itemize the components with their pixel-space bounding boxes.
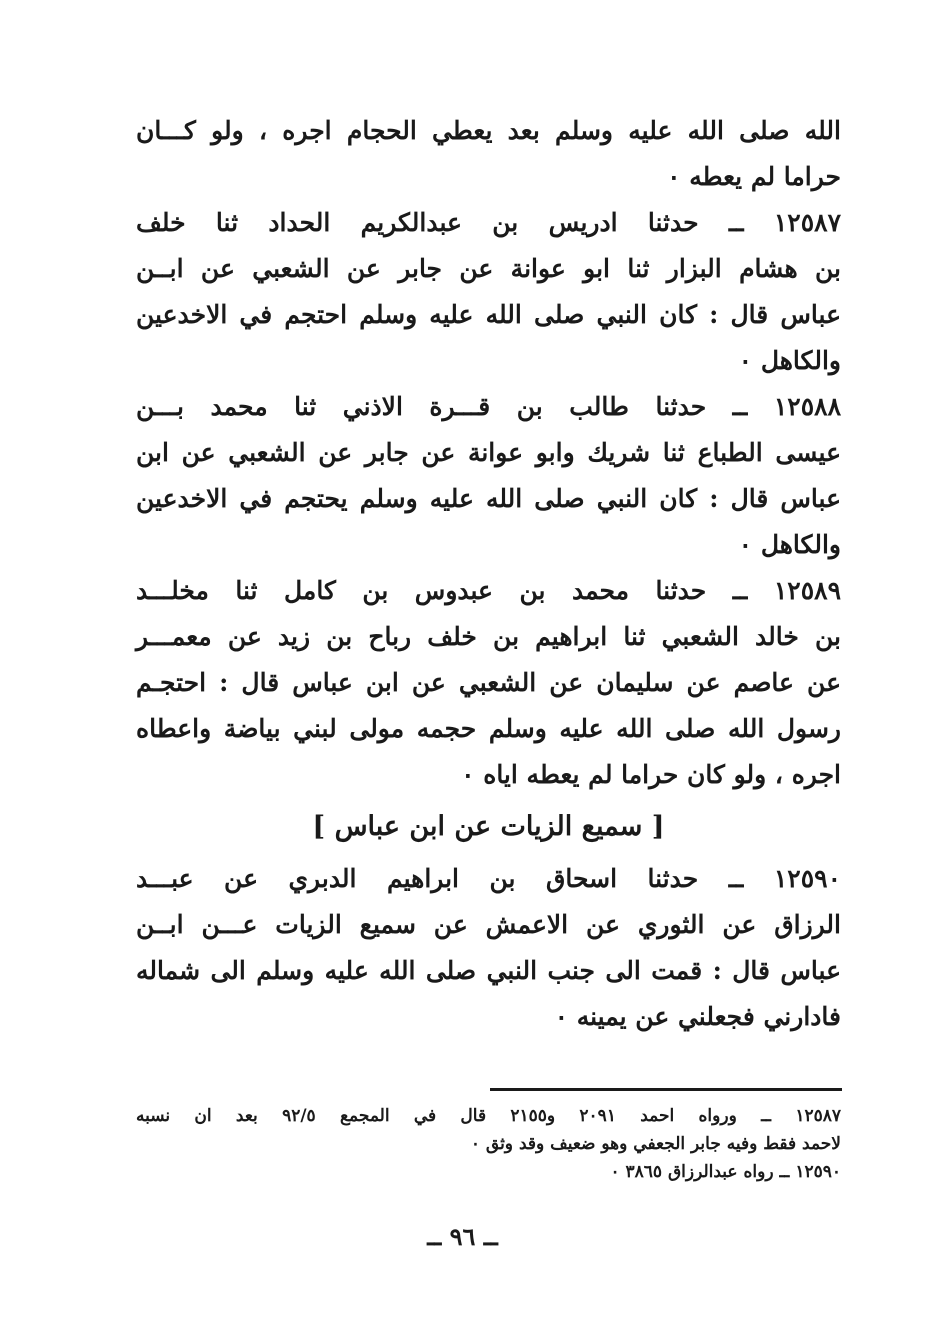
text-line: فادارني فجعلني عن يمينه ٠ xyxy=(554,1002,841,1031)
text-line: الرزاق عن الثوري عن الاعمش عن سميع الزيات عـــن ابــن xyxy=(136,910,841,939)
footnotes xyxy=(136,1102,841,1186)
hadith-12589-start: ١٢٥٨٩ ــ حدثنا محمد بن عبدوس بن كامل ثنا مخلـــد xyxy=(136,576,841,605)
text-line: الله صلى الله عليه وسلم بعد يعطي الحجام اجره ، ولو كـــان xyxy=(136,116,841,145)
text-line: عباس قال : قمت الى جنب النبي صلى الله عليه وسلم الى شماله xyxy=(136,956,841,985)
text-line: عباس قال : كان النبي صلى الله عليه وسلم احتجم في الاخدعين xyxy=(136,300,841,329)
text-line: رسول الله صلى الله عليه وسلم حجمه مولى لبني بياضة واعطاه xyxy=(136,714,841,743)
footnote-line: ١٢٥٨٧ ــ ورواه احمد ٢٠٩١ و٢١٥٥ قال في المجمع ٩٢/٥ بعد ان نسبه xyxy=(136,1106,841,1126)
text-line: والكاهل ٠ xyxy=(738,346,841,375)
footnote-line: لاحمد فقط وفيه جابر الجعفي وهو ضعيف وقد وثق ٠ xyxy=(470,1134,841,1154)
text-line: عن عاصم عن سليمان عن الشعبي عن ابن عباس قال : احتجـم xyxy=(136,668,841,697)
text-line: اجره ، ولو كان حراما لم يعطه اياه ٠ xyxy=(461,760,841,789)
main-text xyxy=(136,108,841,1040)
text-line: حراما لم يعطه ٠ xyxy=(667,162,841,191)
hadith-12590-start: ١٢٥٩٠ ــ حدثنا اسحاق بن ابراهيم الدبري عن عبـــد xyxy=(136,864,841,893)
text-line: بن خالد الشعبي ثنا ابراهيم بن خلف رباح بن زيد عن معمـــر xyxy=(136,622,841,651)
page-number: ــ ٩٦ ــ xyxy=(427,1222,498,1251)
footnote-line: ١٢٥٩٠ ــ رواه عبدالرزاق ٣٨٦٥ ٠ xyxy=(610,1162,841,1182)
text-line: بن هشام البزار ثنا ابو عوانة عن جابر عن الشعبي عن ابــن xyxy=(136,254,841,283)
hadith-12587-start: ١٢٥٨٧ ــ حدثنا ادريس بن عبدالكريم الحداد ثنا خلف xyxy=(136,208,841,237)
text-line: والكاهل ٠ xyxy=(738,530,841,559)
hadith-12588-start: ١٢٥٨٨ ــ حدثنا طالب بن قـــرة الاذني ثنا محمد بـــن xyxy=(136,392,841,421)
text-line: عيسى الطباع ثنا شريك وابو عوانة عن جابر عن الشعبي عن ابن xyxy=(136,438,841,467)
footnote-divider xyxy=(490,1088,842,1091)
section-heading: [ سميع الزيات عن ابن عباس ] xyxy=(312,811,665,842)
text-line: عباس قال : كان النبي صلى الله عليه وسلم يحتجم في الاخدعين xyxy=(136,484,841,513)
